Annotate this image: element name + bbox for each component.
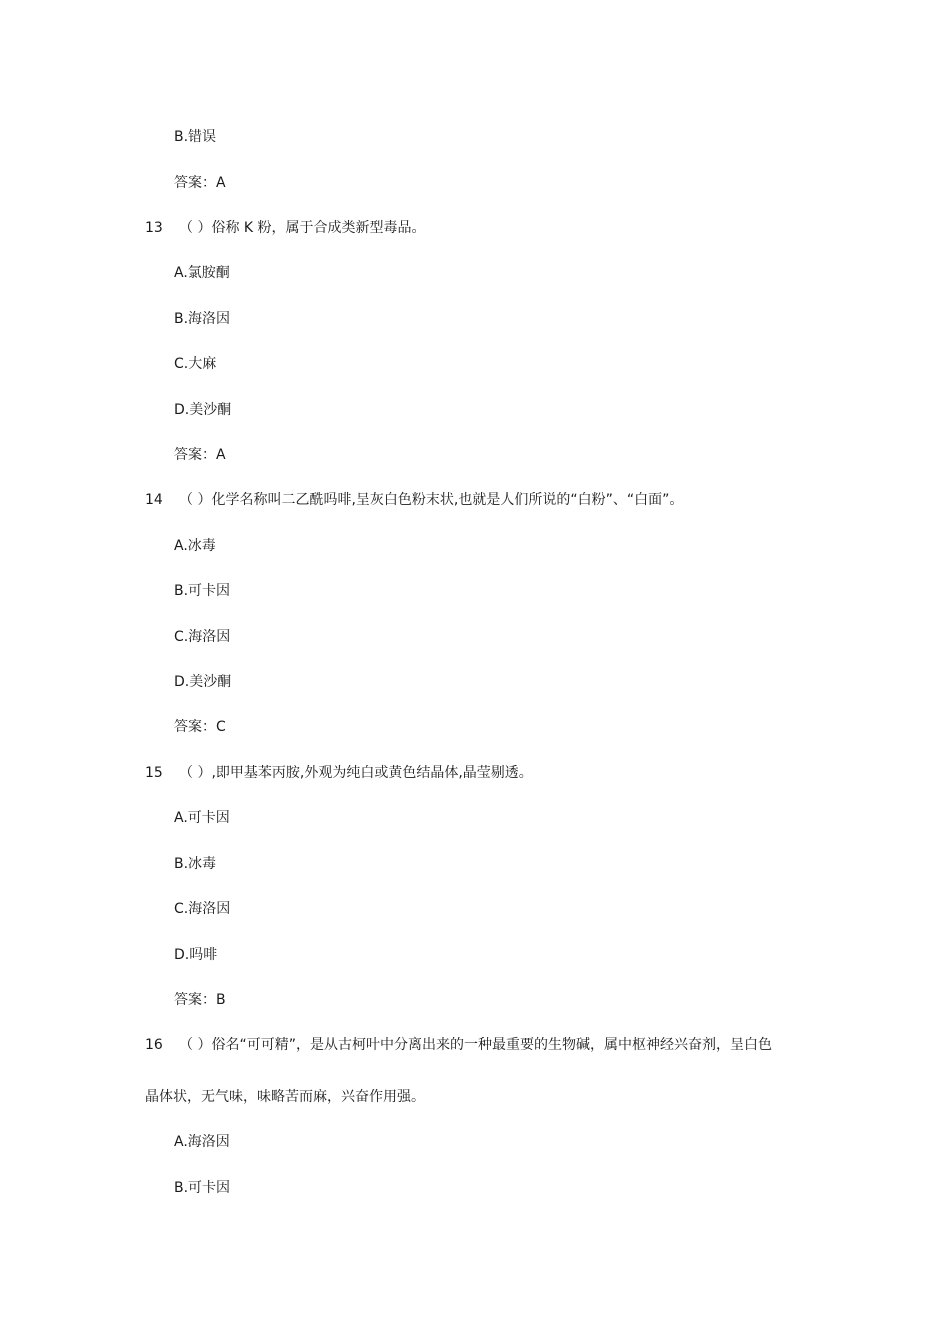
answer-line: 答案：A	[174, 175, 226, 191]
option-c: C.大麻	[174, 356, 217, 372]
question-number: 15	[145, 765, 163, 781]
question-text-continued: 晶体状，无气味，味略苦而麻，兴奋作用强。	[145, 1089, 425, 1105]
question-text: （ ）化学名称叫二乙酰吗啡,呈灰白色粉末状,也就是人们所说的“白粉”、“白面”。	[179, 492, 684, 508]
question-text: （ ）,即甲基苯丙胺,外观为纯白或黄色结晶体,晶莹剔透。	[179, 765, 533, 781]
option-d: D.吗啡	[174, 947, 218, 963]
option-b: B.冰毒	[174, 856, 217, 872]
answer-line: 答案：C	[174, 719, 226, 735]
question-text: （ ）俗名“可可精”，是从古柯叶中分离出来的一种最重要的生物碱，属中枢神经兴奋剂，呈白色	[179, 1037, 772, 1053]
option-a: A.冰毒	[174, 538, 216, 554]
option-d: D.美沙酮	[174, 402, 232, 418]
option-b: B.可卡因	[174, 1180, 231, 1196]
answer-line: 答案：B	[174, 992, 226, 1008]
option-b: B.错误	[174, 129, 217, 145]
option-c: C.海洛因	[174, 901, 231, 917]
question-number: 16	[145, 1037, 163, 1053]
option-a: A.氯胺酮	[174, 265, 230, 281]
option-a: A.海洛因	[174, 1134, 230, 1150]
option-b: B.海洛因	[174, 311, 231, 327]
option-d: D.美沙酮	[174, 674, 232, 690]
option-c: C.海洛因	[174, 629, 231, 645]
question-text: （ ）俗称 K 粉，属于合成类新型毒品。	[179, 220, 426, 236]
answer-line: 答案：A	[174, 447, 226, 463]
option-b: B.可卡因	[174, 583, 231, 599]
option-a: A.可卡因	[174, 810, 230, 826]
question-number: 13	[145, 220, 163, 236]
question-number: 14	[145, 492, 163, 508]
